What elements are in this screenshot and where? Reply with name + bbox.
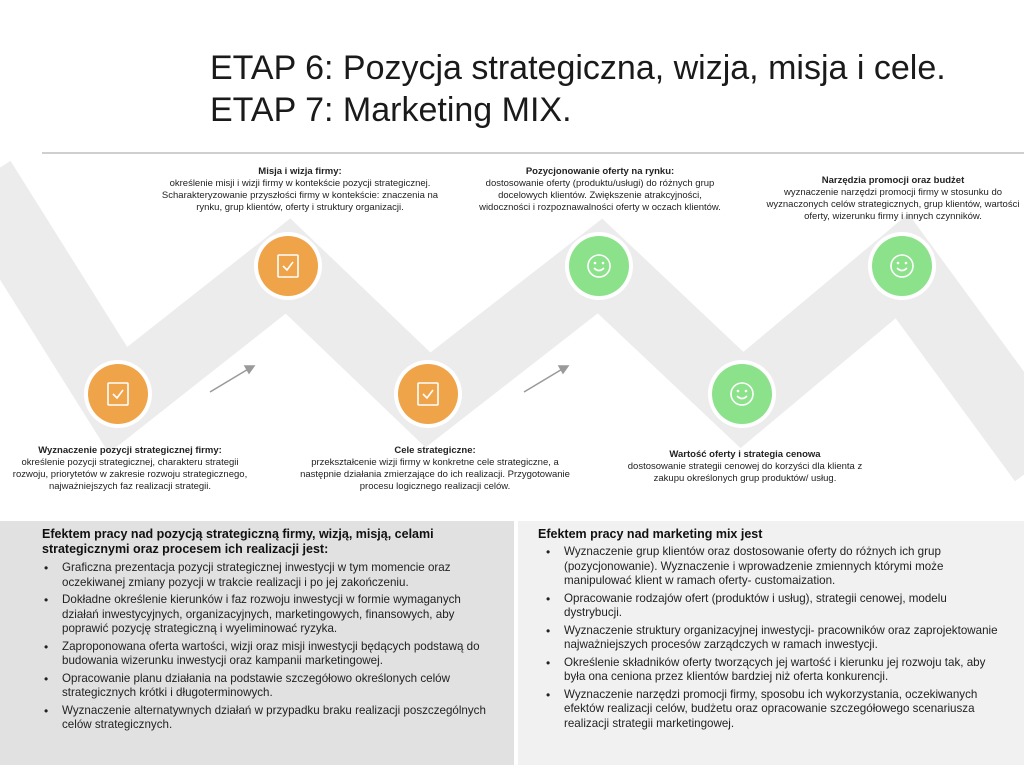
smiley-icon	[569, 236, 629, 296]
list-item: • Wyznaczenie grup klientów oraz dostosowanie oferty do różnych ich grup (pozycjonowanie). Wyznaczenie i wprowadzenie zmiennych którymi może manipulować klient w ramach oferty- customaization.	[528, 545, 1006, 589]
step-heading: Narzędzia promocji oraz budżet	[821, 175, 965, 186]
step-heading: Misja i wizja firmy:	[258, 166, 342, 177]
step-heading: Cele strategiczne:	[394, 445, 476, 456]
page-title-line-2: ETAP 7: Marketing MIX.	[210, 91, 572, 129]
list-item: • Określenie składników oferty tworzących jej wartość i kierunku jej rozwoju tak, aby była ona ceniona przez klientów bardziej niż oferta konkurencji.	[528, 656, 1006, 685]
arrow-2-head	[559, 366, 568, 373]
step-text-positioning	[475, 166, 725, 214]
step-heading: Wartość oferty i strategia cenowa	[669, 449, 821, 460]
list-item: • Wyznaczenie alternatywnych działań w przypadku braku realizacji poszczególnych celów strategicznych.	[26, 704, 496, 733]
checklist-icon	[398, 364, 458, 424]
step-description: dostosowanie oferty (produktu/usługi) do różnych grup docelowych klientów. Zwiększenie atrakcyjności, widoczności i rozpoznawalności oferty w oczach klientów.	[479, 178, 721, 213]
step-text-strategic-goals	[300, 445, 570, 493]
list-item: • Wyznaczenie narzędzi promocji firmy, sposobu ich wykorzystania, oczekiwanych efektów realizacji celów, budżetu oraz opracowanie szczegółowego scenariusza realizacji strategii marketingowej.	[528, 688, 1006, 732]
step-description: określenie misji i wizji firmy w kontekście pozycji strategicznej. Scharakteryzowanie przyszłości firmy w kontekście: znaczenia na rynku, grup klientów, oferty i struktury organizacji.	[161, 178, 439, 213]
strategy-effects-list	[26, 561, 496, 736]
step-text-value-pricing	[625, 449, 865, 485]
list-item: • Opracowanie rodzajów ofert (produktów i usług), strategii cenowej, modelu dystrybucji.	[528, 592, 1006, 621]
strategy-effects-heading: Efektem pracy nad pozycją strategiczną firmy, wizją, misją, celami strategicznymi oraz procesem ich realizacji jest:	[42, 527, 434, 556]
marketing-mix-effects-box	[518, 521, 1024, 765]
strategy-effects-box	[0, 521, 514, 765]
arrow-1-head	[245, 366, 254, 373]
checklist-icon	[88, 364, 148, 424]
list-item: • Opracowanie planu działania na podstawie szczegółowo określonych celów strategicznych krótki i długoterminowych.	[26, 672, 496, 701]
arrow-1	[210, 368, 250, 392]
step-text-strategic-position	[10, 445, 250, 493]
step-circle-mission-vision	[254, 232, 322, 300]
step-circle-strategic-position	[84, 360, 152, 428]
list-item: • Graficzna prezentacja pozycji strategicznej inwestycji w tym momencie oraz oczekiwanej zmiany pozycji w trakcie realizacji i po jej zakończeniu.	[26, 561, 496, 590]
marketing-mix-effects-heading: Efektem pracy nad marketing mix jest	[538, 527, 763, 541]
step-heading: Wyznaczenie pozycji strategicznej firmy:	[38, 445, 222, 456]
list-item: • Dokładne określenie kierunków i faz rozwoju inwestycji w formie wymaganych działań inwestycyjnych, organizacyjnych, marketingowych, finansowych, aby poprawić pozycję strategiczną i wyeliminować ryzyka.	[26, 593, 496, 637]
step-description: przekształcenie wizji firmy w konkretne cele strategiczne, a następnie działania zmierzające do ich realizacji. Przygotowanie procesu logicznego realizacji celów.	[300, 457, 570, 492]
step-description: dostosowanie strategii cenowej do korzyści dla klienta z zakupu określonych grup produktów/ usług.	[627, 461, 863, 484]
marketing-mix-effects-list	[528, 545, 1006, 734]
step-circle-promotion	[868, 232, 936, 300]
step-description: wyznaczenie narzędzi promocji firmy w stosunku do wyznaczonych celów strategicznych, grup klientów, wartości oferty, wizerunku firmy i innych czynników.	[766, 187, 1020, 222]
list-item: • Wyznaczenie struktury organizacyjnej inwestycji- pracowników oraz zaprojektowanie najważniejszych procesów zarządczych w ramach inwestycji.	[528, 624, 1006, 653]
smiley-icon	[712, 364, 772, 424]
arrow-2	[524, 368, 564, 392]
list-item: • Zaproponowana oferta wartości, wizji oraz misji inwestycji będących podstawą do budowania wizerunku inwestycji oraz kampanii marketingowej.	[26, 640, 496, 669]
step-text-mission-vision	[150, 166, 450, 214]
page-title-line-1: ETAP 6: Pozycja strategiczna, wizja, misja i cele.	[210, 49, 946, 87]
step-heading: Pozycjonowanie oferty na rynku:	[525, 166, 675, 177]
smiley-icon	[872, 236, 932, 296]
step-description: określenie pozycji strategicznej, charakteru strategii rozwoju, priorytetów w zakresie rozwoju strategicznego, najważniejszych faz realizacji strategii.	[12, 457, 248, 492]
step-circle-value-pricing	[708, 360, 776, 428]
step-text-promotion	[760, 175, 1024, 223]
step-circle-strategic-goals	[394, 360, 462, 428]
step-circle-positioning	[565, 232, 633, 300]
checklist-icon	[258, 236, 318, 296]
